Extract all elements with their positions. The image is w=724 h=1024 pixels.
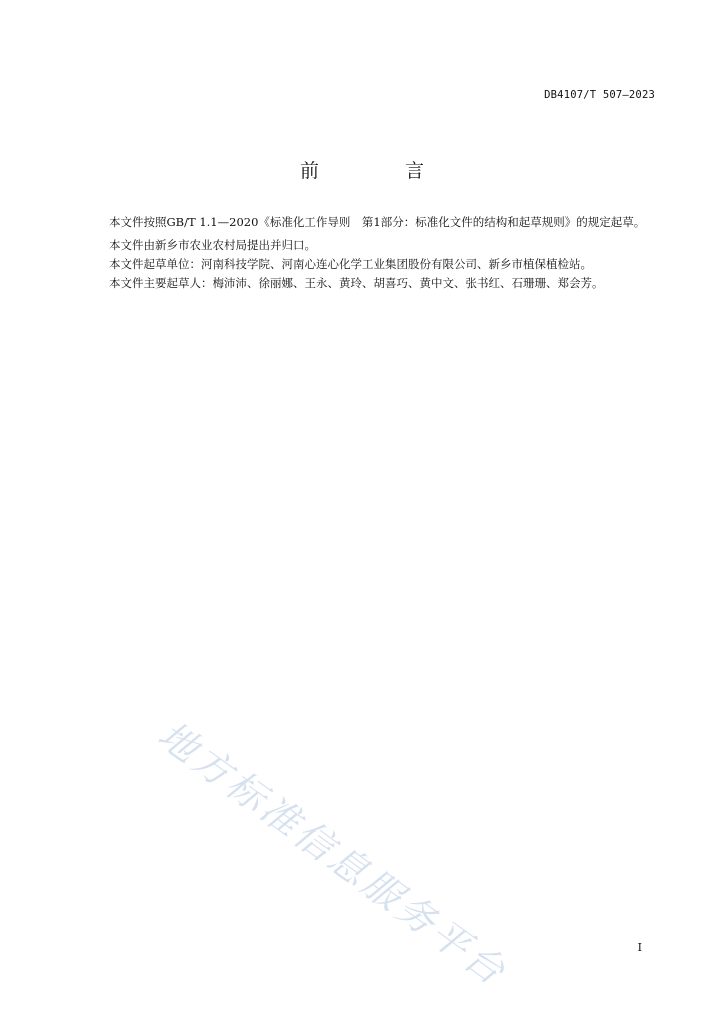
section-title: 前 言 [299, 160, 465, 182]
paragraph-drafters: 本文件主要起草人：梅沛沛、徐丽娜、王永、黄玲、胡喜巧、黄中文、张书红、石珊珊、郑会芳。 [109, 276, 604, 290]
paragraph-proposer: 本文件由新乡市农业农村局提出并归口。 [109, 238, 316, 252]
foreword-body [86, 213, 656, 293]
paragraph-drafting-units: 本文件起草单位：河南科技学院、河南心连心化学工业集团股份有限公司、新乡市植保植检站。 [109, 257, 592, 271]
watermark: 地方标准信息服务平台 [150, 712, 516, 996]
page-number: I [637, 941, 642, 954]
paragraph-drafting-rules: 本文件按照GB/T 1.1—2020《标准化工作导则 第1部分：标准化文件的结构和起草规则》的规定起草。 [109, 215, 646, 229]
document-code: DB4107/T 507—2023 [544, 89, 655, 101]
